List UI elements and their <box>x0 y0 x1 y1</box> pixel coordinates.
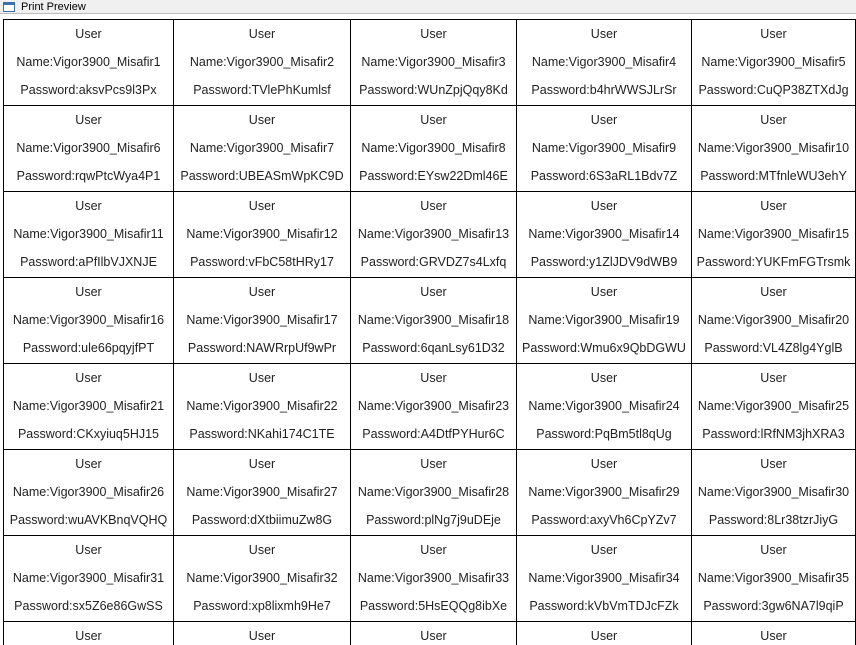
user-card-password: Password:YUKFmFGTrsmk <box>696 255 851 269</box>
user-card <box>174 450 351 536</box>
user-card <box>174 20 351 106</box>
user-card <box>517 106 692 192</box>
user-card <box>174 622 351 645</box>
user-card <box>517 622 692 645</box>
user-card <box>351 536 517 622</box>
user-card-password: Password:NKahi174C1TE <box>189 427 335 441</box>
user-card <box>4 622 174 645</box>
user-card <box>174 536 351 622</box>
user-card <box>517 278 692 364</box>
user-card-password: Password:TVlePhKumlsf <box>193 83 331 97</box>
user-card-password: Password:UBEASmWpKC9D <box>180 169 344 183</box>
user-card-header: User <box>248 629 276 643</box>
user-card-grid <box>3 19 856 645</box>
user-card-header: User <box>248 113 276 127</box>
user-card-name: Name:Vigor3900_Misafir24 <box>528 399 680 413</box>
user-card <box>4 536 174 622</box>
user-card-name: Name:Vigor3900_Misafir35 <box>697 571 850 585</box>
user-card-password: Password:PqBm5tl8qUg <box>536 427 672 441</box>
user-card-password: Password:WUnZpjQqy8Kd <box>359 83 508 97</box>
user-card <box>351 450 517 536</box>
user-card-header: User <box>590 27 618 41</box>
user-card-password: Password:GRVDZ7s4Lxfq <box>360 255 507 269</box>
user-card-name: Name:Vigor3900_Misafir1 <box>16 55 161 69</box>
user-card <box>4 20 174 106</box>
user-card-password: Password:6S3aRL1Bdv7Z <box>530 169 678 183</box>
user-card-name: Name:Vigor3900_Misafir7 <box>189 141 335 155</box>
user-card-header: User <box>248 543 276 557</box>
user-card-name: Name:Vigor3900_Misafir23 <box>357 399 510 413</box>
user-card-name: Name:Vigor3900_Misafir6 <box>16 141 161 155</box>
user-card-password: Password:3gw6NA7l9qiP <box>703 599 844 613</box>
user-card-header: User <box>590 285 618 299</box>
user-card-name: Name:Vigor3900_Misafir25 <box>697 399 850 413</box>
user-card <box>4 364 174 450</box>
user-card <box>517 364 692 450</box>
user-card-header: User <box>420 199 447 213</box>
user-card-password: Password:plNg7j9uDEje <box>366 513 501 527</box>
user-card-password: Password:aPfIlbVJXNJE <box>20 255 157 269</box>
user-card <box>517 192 692 278</box>
user-card <box>4 106 174 192</box>
user-card-password: Password:CuQP38ZTXdJg <box>698 83 849 97</box>
user-card-name: Name:Vigor3900_Misafir21 <box>12 399 165 413</box>
user-card <box>692 278 856 364</box>
user-card-header: User <box>590 457 618 471</box>
user-card <box>692 450 856 536</box>
user-card <box>174 192 351 278</box>
user-card-header: User <box>590 543 618 557</box>
user-card-header: User <box>75 629 102 643</box>
user-card-password: Password:dXtbiimuZw8G <box>191 513 333 527</box>
user-card-password: Password:b4hrWWSJLrSr <box>531 83 677 97</box>
user-card-password: Password:y1ZlJDV9dWB9 <box>530 255 678 269</box>
user-card-header: User <box>248 285 276 299</box>
user-card <box>517 20 692 106</box>
window-title: Print Preview <box>21 1 86 13</box>
user-card-password: Password:8Lr38tzrJiyG <box>708 513 839 527</box>
user-card-header: User <box>75 285 102 299</box>
user-card-header: User <box>760 199 787 213</box>
window-icon <box>3 2 15 12</box>
user-card-password: Password:A4DtfPYHur6C <box>362 427 505 441</box>
user-card-name: Name:Vigor3900_Misafir5 <box>701 55 846 69</box>
user-card-name: Name:Vigor3900_Misafir30 <box>697 485 850 499</box>
user-card <box>692 536 856 622</box>
user-card-name: Name:Vigor3900_Misafir13 <box>357 227 510 241</box>
user-card-password: Password:sx5Z6e86GwSS <box>14 599 163 613</box>
user-card-header: User <box>75 457 102 471</box>
user-card-name: Name:Vigor3900_Misafir14 <box>528 227 680 241</box>
user-card <box>692 622 856 645</box>
user-card-header: User <box>760 543 787 557</box>
user-card-password: Password:6qanLsy61D32 <box>362 341 505 355</box>
user-card-password: Password:5HsEQQg8ibXe <box>359 599 508 613</box>
user-card <box>351 106 517 192</box>
user-card-name: Name:Vigor3900_Misafir22 <box>186 399 338 413</box>
user-card <box>351 20 517 106</box>
user-card-password: Password:MTfnleWU3ehY <box>700 169 847 183</box>
user-card-header: User <box>75 199 102 213</box>
user-card-header: User <box>420 457 447 471</box>
user-card-password: Password:NAWRrpUf9wPr <box>187 341 337 355</box>
user-card <box>692 364 856 450</box>
user-card-name: Name:Vigor3900_Misafir32 <box>186 571 338 585</box>
user-card <box>174 278 351 364</box>
user-card-header: User <box>248 371 276 385</box>
user-card <box>351 192 517 278</box>
user-card <box>4 278 174 364</box>
user-card-name: Name:Vigor3900_Misafir27 <box>186 485 338 499</box>
user-card-name: Name:Vigor3900_Misafir28 <box>357 485 510 499</box>
user-card <box>351 364 517 450</box>
user-card-password: Password:aksvPcs9l3Px <box>20 83 157 97</box>
user-card-password: Password:lRfNM3jhXRA3 <box>702 427 845 441</box>
user-card-name: Name:Vigor3900_Misafir11 <box>13 227 164 241</box>
user-card-password: Password:EYsw22Dml46E <box>359 169 508 183</box>
user-card-name: Name:Vigor3900_Misafir19 <box>528 313 680 327</box>
user-card-header: User <box>420 371 447 385</box>
user-card <box>174 364 351 450</box>
user-card-header: User <box>248 457 276 471</box>
user-card-name: Name:Vigor3900_Misafir31 <box>12 571 165 585</box>
user-card-name: Name:Vigor3900_Misafir18 <box>357 313 510 327</box>
user-card <box>517 450 692 536</box>
user-card-name: Name:Vigor3900_Misafir15 <box>697 227 850 241</box>
user-card-password: Password:wuAVKBnqVQHQ <box>9 513 168 527</box>
user-card-name: Name:Vigor3900_Misafir26 <box>12 485 165 499</box>
user-card-header: User <box>248 27 276 41</box>
user-card-header: User <box>420 543 447 557</box>
user-card-header: User <box>420 629 447 643</box>
user-card-name: Name:Vigor3900_Misafir9 <box>531 141 677 155</box>
user-card-name: Name:Vigor3900_Misafir3 <box>361 55 506 69</box>
user-card-header: User <box>590 629 618 643</box>
user-card-header: User <box>75 27 102 41</box>
user-card-name: Name:Vigor3900_Misafir17 <box>186 313 338 327</box>
user-card-header: User <box>420 285 447 299</box>
user-card-header: User <box>248 199 276 213</box>
user-card-header: User <box>760 27 787 41</box>
user-card-header: User <box>75 113 102 127</box>
user-card <box>692 106 856 192</box>
user-card-header: User <box>760 371 787 385</box>
user-card-password: Password:kVbVmTDJcFZk <box>529 599 679 613</box>
user-card-header: User <box>75 543 102 557</box>
user-card-password: Password:rqwPtcWya4P1 <box>16 169 161 183</box>
user-card-password: Password:axyVh6CpYZv7 <box>531 513 677 527</box>
user-card-header: User <box>590 199 618 213</box>
user-card-header: User <box>590 113 618 127</box>
user-card-header: User <box>760 285 787 299</box>
print-preview-area[interactable] <box>0 15 856 645</box>
user-card <box>4 192 174 278</box>
user-card-header: User <box>75 371 102 385</box>
user-card-header: User <box>420 113 447 127</box>
user-card-name: Name:Vigor3900_Misafir4 <box>531 55 677 69</box>
user-card-name: Name:Vigor3900_Misafir29 <box>528 485 680 499</box>
user-card-header: User <box>760 457 787 471</box>
user-card-password: Password:ule66pqyjfPT <box>22 341 155 355</box>
user-card-password: Password:VL4Z8lg4YglB <box>704 341 843 355</box>
window-titlebar <box>0 0 856 14</box>
user-card <box>351 622 517 645</box>
user-card-password: Password:xp8lixmh9He7 <box>193 599 331 613</box>
user-card <box>351 278 517 364</box>
user-card-header: User <box>420 27 447 41</box>
user-card-name: Name:Vigor3900_Misafir2 <box>189 55 335 69</box>
user-card <box>517 536 692 622</box>
user-card-name: Name:Vigor3900_Misafir8 <box>361 141 506 155</box>
user-card-password: Password:vFbC58tHRy17 <box>190 255 334 269</box>
user-card-header: User <box>760 113 787 127</box>
user-card-name: Name:Vigor3900_Misafir20 <box>697 313 850 327</box>
user-card-password: Password:CKxyiuq5HJ15 <box>17 427 160 441</box>
user-card-name: Name:Vigor3900_Misafir16 <box>12 313 165 327</box>
user-card-name: Name:Vigor3900_Misafir12 <box>186 227 338 241</box>
user-card <box>692 192 856 278</box>
user-card-name: Name:Vigor3900_Misafir10 <box>697 141 850 155</box>
user-card-header: User <box>760 629 787 643</box>
user-card <box>4 450 174 536</box>
user-card <box>692 20 856 106</box>
user-card-password: Password:Wmu6x9QbDGWU <box>522 341 686 355</box>
user-card-header: User <box>590 371 618 385</box>
user-card-name: Name:Vigor3900_Misafir34 <box>528 571 680 585</box>
user-card-name: Name:Vigor3900_Misafir33 <box>357 571 510 585</box>
user-card <box>174 106 351 192</box>
